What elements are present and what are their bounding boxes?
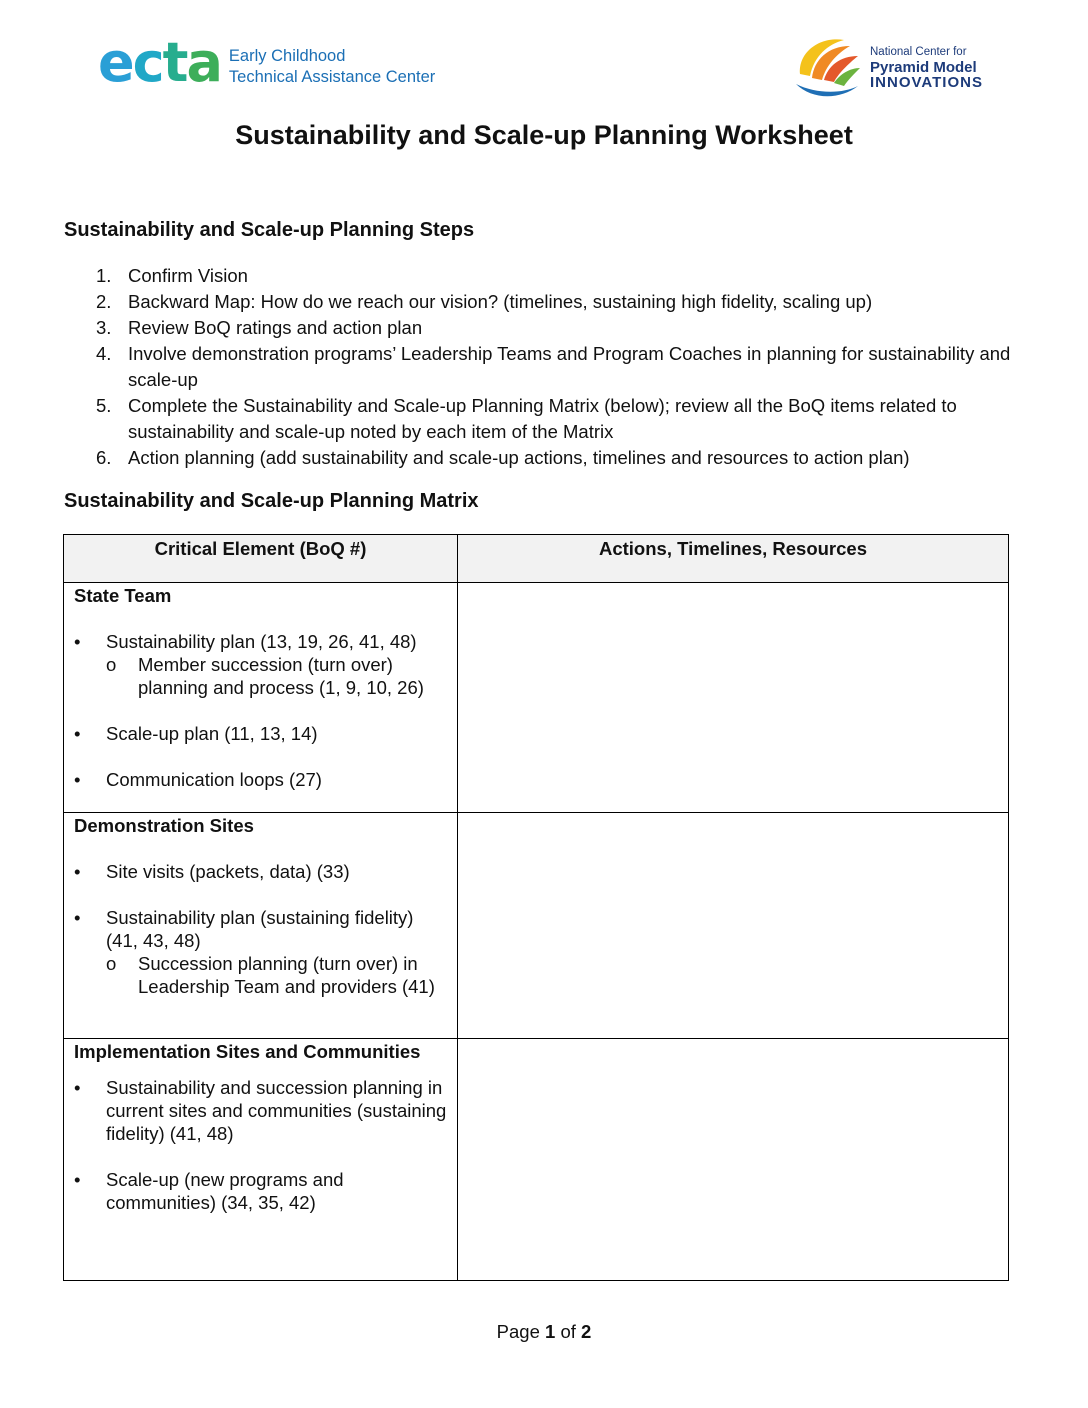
ecta-logo [98, 31, 436, 94]
page-footer [0, 1321, 1088, 1343]
state-team-title: State Team [74, 585, 172, 606]
impl-sites-cell [64, 1039, 458, 1281]
footer-page-word: Page [496, 1321, 540, 1342]
demo-sites-title: Demonstration Sites [74, 815, 254, 836]
pyramid-model-logo-text [870, 45, 983, 90]
ecta-logo-line2: Technical Assistance Center [228, 68, 436, 86]
critical-element-header: Critical Element (BoQ #) [64, 535, 458, 583]
list-item: 3. Review BoQ ratings and action plan [96, 317, 423, 338]
footer-of-word: of [560, 1321, 576, 1342]
list-item: • Sustainability and succession planning in current sites and communities (sustaining fidelity) (41, 48) [74, 1077, 447, 1144]
sub-bullet-icon: o [106, 654, 117, 675]
list-item: • Sustainability plan (13, 19, 26, 41, 48) [74, 631, 417, 652]
bullet-icon: • [74, 769, 81, 790]
list-item: • Scale-up (new programs and communities) (34, 35, 42) [74, 1169, 344, 1213]
bullet-icon: • [74, 1077, 81, 1098]
planning-matrix-table [63, 534, 1009, 1281]
page-header [0, 0, 1088, 110]
list-item: 4. Involve demonstration programs’ Leadership Teams and Program Coaches in planning for sustainability and scale-up [96, 343, 1011, 390]
table-row [64, 583, 1009, 813]
pmi-logo-line1: National Center for [870, 45, 967, 58]
pmi-logo-line3: INNOVATIONS [870, 73, 983, 91]
list-item: 1. Confirm Vision [96, 265, 248, 286]
impl-sites-actions-cell[interactable] [458, 1039, 1009, 1281]
list-item: o Member succession (turn over) planning and process (1, 9, 10, 26) [106, 654, 424, 698]
list-item: o Succession planning (turn over) in Leadership Team and providers (41) [106, 953, 435, 997]
sub-bullet-icon: o [106, 953, 117, 974]
demo-sites-cell [64, 813, 458, 1039]
page-total: 2 [581, 1321, 592, 1342]
state-team-actions-cell[interactable] [458, 583, 1009, 813]
steps-heading: Sustainability and Scale-up Planning Steps [64, 219, 475, 241]
table-header-row [64, 535, 1009, 583]
page-title: Sustainability and Scale-up Planning Worksheet [235, 120, 853, 150]
list-item: • Scale-up plan (11, 13, 14) [74, 723, 318, 744]
ecta-wordmark: ecta [98, 31, 221, 94]
bullet-icon: • [74, 631, 81, 652]
pyramid-swoosh-icon [792, 34, 862, 100]
list-item: • Communication loops (27) [74, 769, 322, 790]
bullet-icon: • [74, 907, 81, 928]
pmi-logo-line2: Pyramid Model [870, 58, 977, 76]
actions-header: Actions, Timelines, Resources [458, 535, 1009, 583]
list-item: • Sustainability plan (sustaining fidelity) (41, 43, 48) [74, 907, 414, 951]
list-item: 2. Backward Map: How do we reach our vision? (timelines, sustaining high fidelity, scaling up) [96, 291, 873, 312]
bullet-icon: • [74, 861, 81, 882]
ecta-logo-line1: Early Childhood [228, 47, 346, 65]
pyramid-model-logo [792, 34, 983, 100]
state-team-cell [64, 583, 458, 813]
page-number: 1 [545, 1321, 556, 1342]
impl-sites-title: Implementation Sites and Communities [74, 1041, 421, 1062]
list-item: 6. Action planning (add sustainability and scale-up actions, timelines and resources to action plan) [96, 447, 910, 468]
demo-sites-actions-cell[interactable] [458, 813, 1009, 1039]
list-item: • Site visits (packets, data) (33) [74, 861, 350, 882]
steps-list [64, 263, 1024, 471]
table-row [64, 813, 1009, 1039]
bullet-icon: • [74, 723, 81, 744]
matrix-heading: Sustainability and Scale-up Planning Matrix [64, 490, 479, 512]
table-row [64, 1039, 1009, 1281]
list-item: 5. Complete the Sustainability and Scale-up Planning Matrix (below); review all the BoQ items related to sustainability and scale-up noted by each item of the Matrix [96, 395, 957, 442]
ecta-logo-text [229, 46, 435, 88]
bullet-icon: • [74, 1169, 81, 1190]
